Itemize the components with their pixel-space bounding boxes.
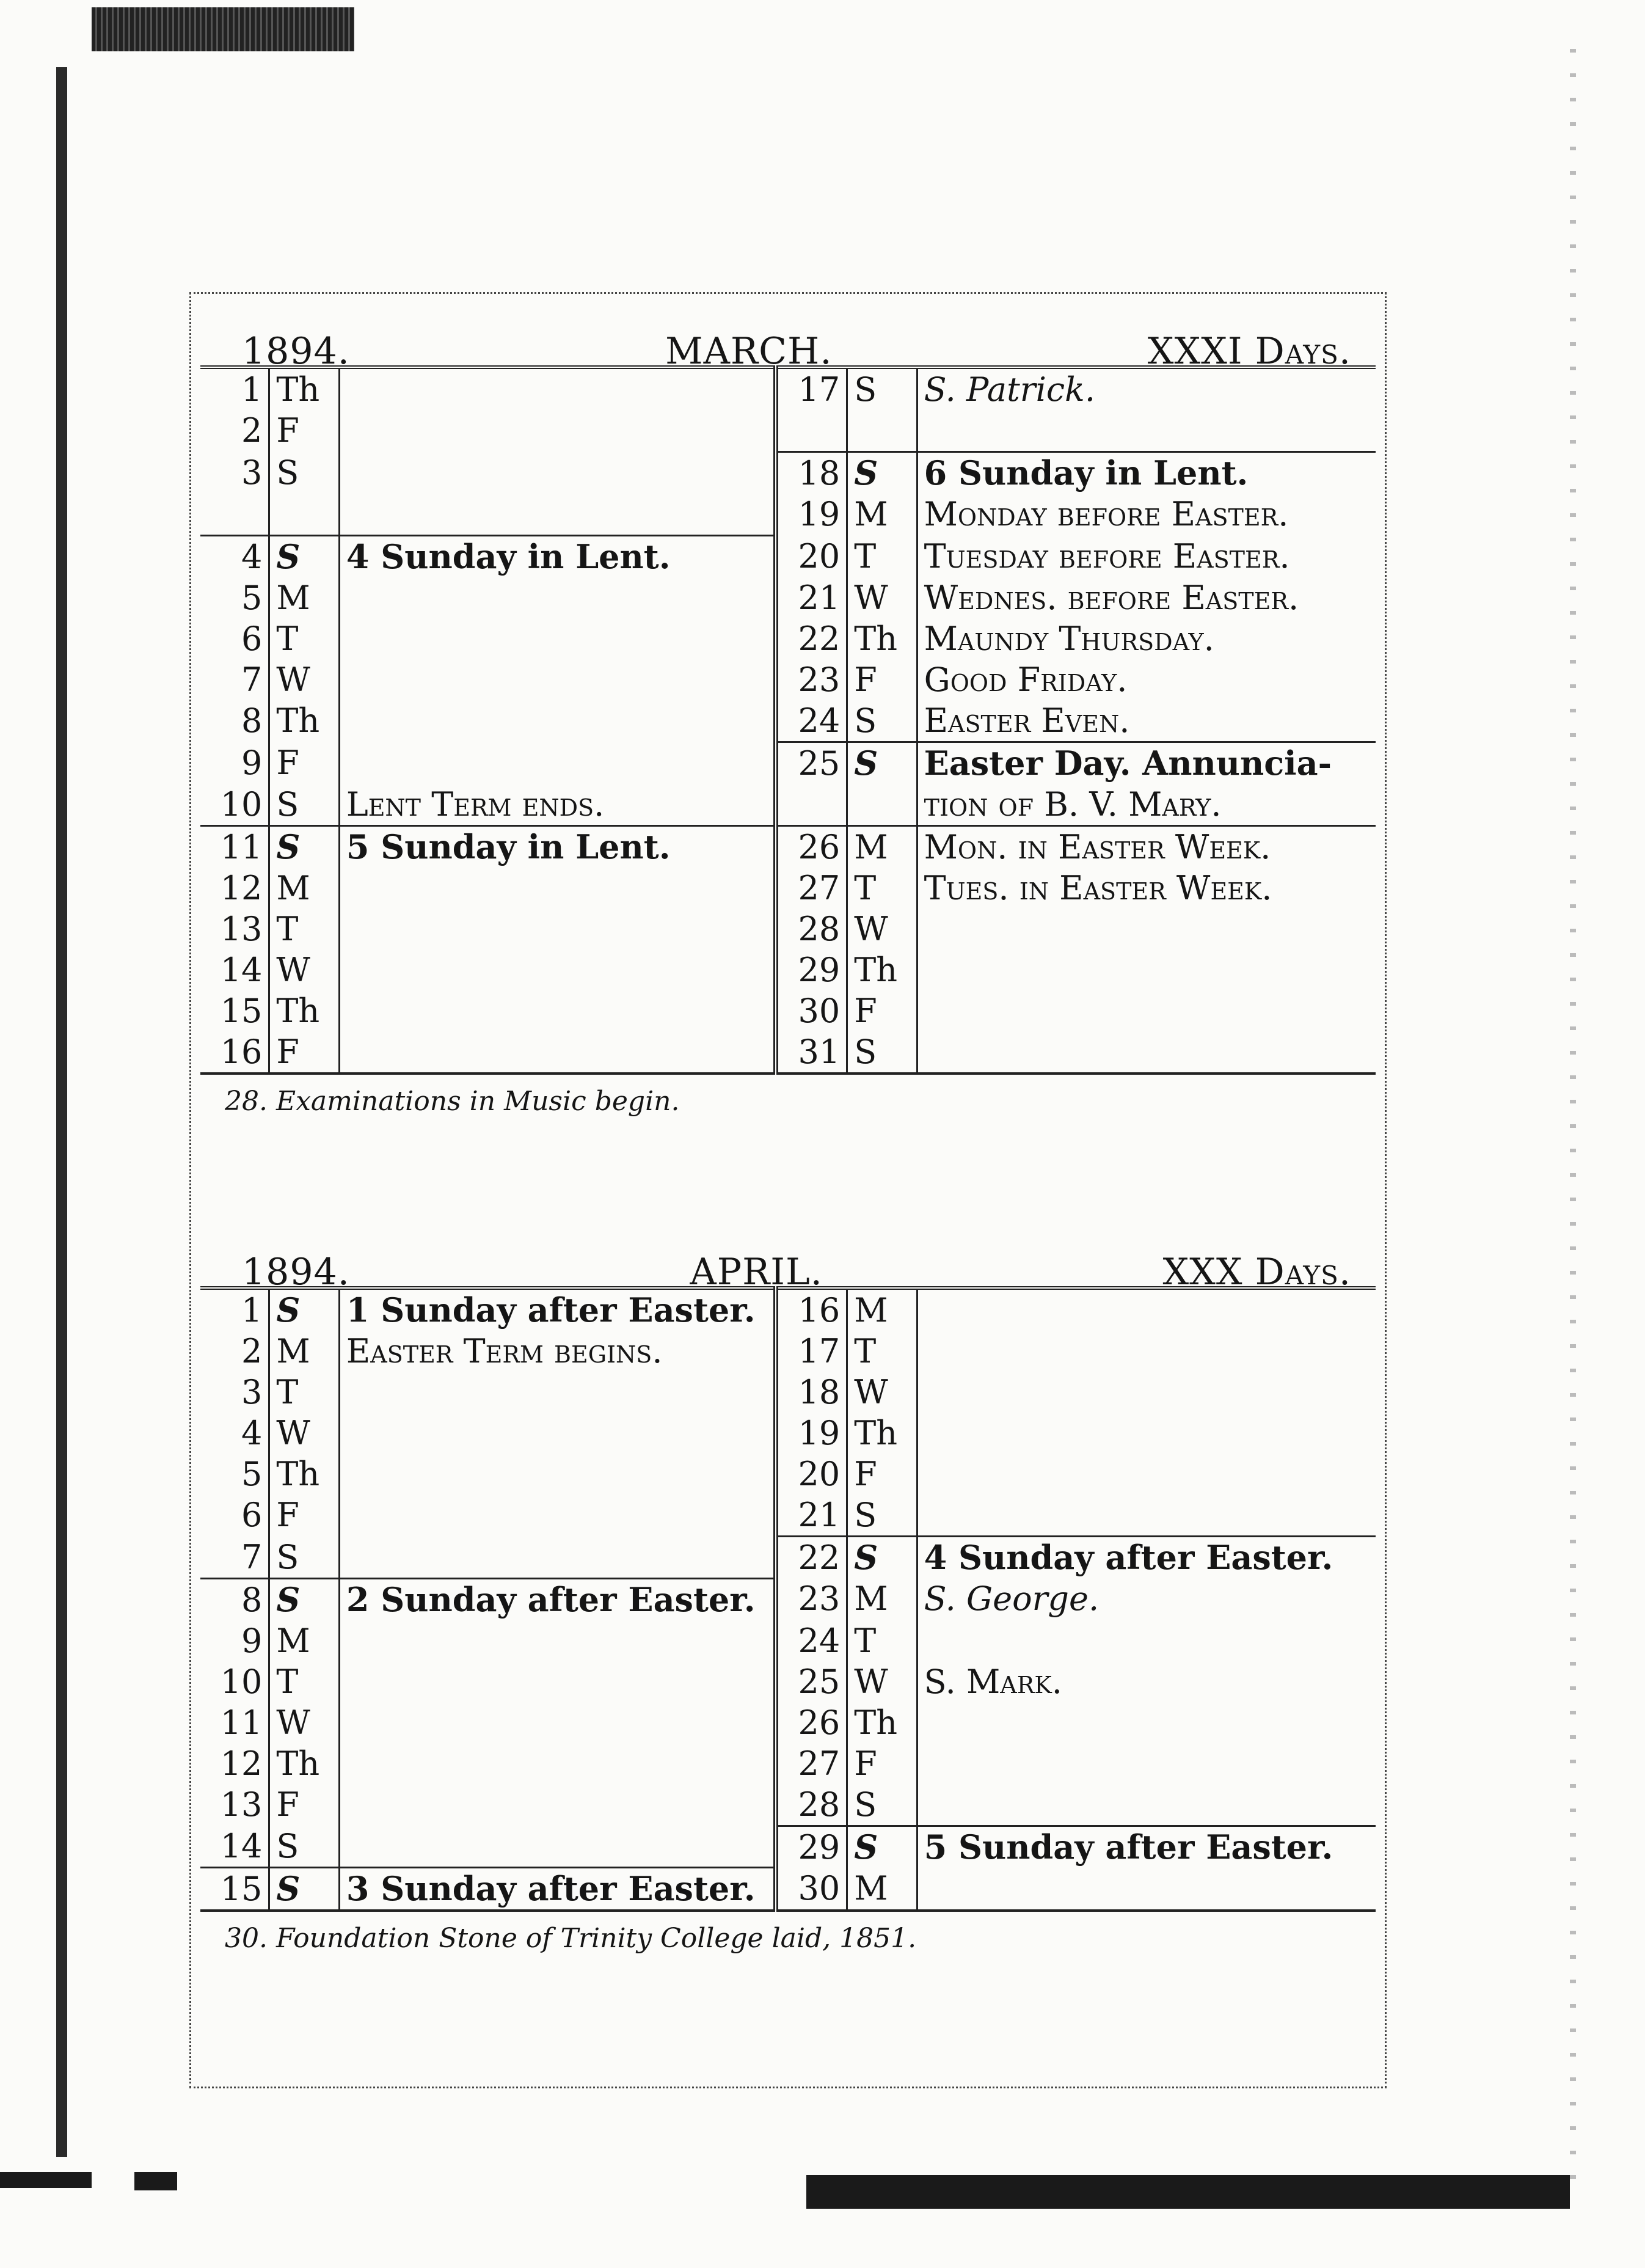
calendar-date: 21	[776, 1494, 847, 1537]
calendar-row	[200, 949, 1376, 990]
calendar-weekday	[847, 784, 917, 826]
calendar-date: 23	[776, 1578, 847, 1620]
calendar-date: 17	[776, 1331, 847, 1372]
calendar-date: 5	[200, 1454, 269, 1494]
calendar-date: 9	[200, 1620, 269, 1661]
calendar-row	[200, 577, 1376, 618]
calendar-header	[200, 292, 1376, 373]
calendar-date: 3	[200, 452, 269, 494]
calendar-row	[200, 868, 1376, 909]
calendar-weekday: S	[847, 452, 917, 494]
calendar-event	[339, 700, 775, 742]
scan-artifact-bottom-left	[0, 2172, 92, 2188]
calendar-date: 24	[776, 1620, 847, 1661]
calendar-row	[200, 367, 1376, 410]
calendar-event	[917, 410, 1376, 452]
calendar-date: 28	[776, 909, 847, 949]
calendar-date: 7	[200, 1537, 269, 1579]
calendar-date: 4	[200, 536, 269, 578]
calendar-date: 15	[200, 990, 269, 1031]
calendar-date: 1	[200, 367, 269, 410]
calendar-event	[917, 1372, 1376, 1413]
calendar-date: 26	[776, 826, 847, 868]
calendar-date: 22	[776, 618, 847, 659]
calendar-date: 19	[776, 494, 847, 536]
calendar-date: 1	[200, 1288, 269, 1331]
calendar-row	[200, 909, 1376, 949]
calendar-date: 11	[200, 1702, 269, 1743]
calendar-weekday: Th	[269, 1454, 339, 1494]
calendar-date: 22	[776, 1537, 847, 1579]
calendar-event	[917, 1288, 1376, 1331]
calendar-weekday: T	[847, 1331, 917, 1372]
calendar-weekday: M	[269, 577, 339, 618]
calendar-date: 16	[776, 1288, 847, 1331]
calendar-footnote: 30. Foundation Stone of Trinity College laid, 1851.	[225, 1923, 917, 1954]
calendar-weekday: W	[847, 577, 917, 618]
calendar-date: 6	[200, 618, 269, 659]
calendar-date: 18	[776, 1372, 847, 1413]
calendar-event	[339, 1537, 775, 1579]
calendar-event: Easter Day. Annuncia-	[917, 742, 1376, 785]
calendar-weekday: W	[269, 949, 339, 990]
calendar-event: 1 Sunday after Easter.	[346, 1290, 756, 1330]
calendar-date: 15	[200, 1868, 269, 1911]
calendar-event	[917, 1743, 1376, 1784]
calendar-date: 16	[200, 1031, 269, 1074]
calendar-event: 6 Sunday in Lent.	[917, 452, 1376, 494]
calendar-event	[339, 1702, 775, 1743]
scan-artifact-right-edge	[1570, 49, 1576, 2187]
calendar-weekday: M	[269, 1620, 339, 1661]
calendar-date: 9	[200, 742, 269, 785]
calendar-row	[200, 1578, 1376, 1620]
calendar-event	[339, 1454, 775, 1494]
calendar-year: 1894.	[242, 330, 350, 373]
calendar-date: 2	[200, 410, 269, 452]
calendar-weekday	[269, 494, 339, 536]
calendar-weekday: S	[269, 1537, 339, 1579]
scan-artifact-bottom-stub	[134, 2172, 177, 2190]
calendar-date: 31	[776, 1031, 847, 1074]
calendar-weekday	[847, 410, 917, 452]
calendar-weekday: M	[847, 1868, 917, 1911]
calendar-weekday: T	[269, 909, 339, 949]
calendar-event: S. George.	[924, 1579, 1100, 1618]
calendar-event	[339, 742, 775, 785]
calendar-row	[200, 1454, 1376, 1494]
calendar-event	[917, 990, 1376, 1031]
scan-artifact-top	[92, 7, 354, 51]
calendar-row	[200, 1743, 1376, 1784]
calendar-event: 5 Sunday in Lent.	[339, 826, 775, 868]
calendar-row	[200, 1620, 1376, 1661]
calendar-weekday: Th	[269, 367, 339, 410]
calendar-date: 14	[200, 1826, 269, 1868]
calendar-date: 5	[200, 577, 269, 618]
scan-artifact-spine	[56, 67, 67, 2157]
calendar-row	[200, 410, 1376, 452]
calendar-weekday: F	[269, 1784, 339, 1826]
calendar-date: 21	[776, 577, 847, 618]
calendar-weekday: S	[269, 1868, 339, 1911]
calendar-event	[917, 1784, 1376, 1826]
calendar-date: 28	[776, 1784, 847, 1826]
calendar-row	[200, 1372, 1376, 1413]
calendar-date: 2	[200, 1331, 269, 1372]
calendar-event	[917, 1031, 1376, 1074]
calendar-days-count: XXX Days.	[1162, 1251, 1351, 1293]
calendar-event: Easter Even.	[924, 701, 1130, 740]
calendar-date	[776, 784, 847, 826]
calendar-event: 2 Sunday after Easter.	[339, 1578, 775, 1620]
calendar-weekday: T	[847, 868, 917, 909]
calendar-weekday: Th	[269, 1743, 339, 1784]
calendar-weekday: S	[269, 536, 339, 578]
calendar-date: 8	[200, 700, 269, 742]
calendar-date: 18	[776, 452, 847, 494]
calendar-event	[339, 1620, 775, 1661]
calendar-weekday: M	[269, 868, 339, 909]
calendar-weekday: F	[269, 1031, 339, 1074]
calendar-weekday: S	[847, 700, 917, 742]
calendar-table	[200, 1286, 1376, 1912]
calendar-weekday: S	[847, 1494, 917, 1537]
calendar-row	[200, 1868, 1376, 1911]
calendar-event	[917, 909, 1376, 949]
calendar-weekday: S	[847, 1826, 917, 1868]
calendar-date: 13	[200, 909, 269, 949]
calendar-weekday: Th	[847, 618, 917, 659]
calendar-event: S. Mark.	[924, 1662, 1062, 1701]
calendar-date: 30	[776, 1868, 847, 1911]
calendar-row	[200, 1702, 1376, 1743]
calendar-event: Wednes. before Easter.	[924, 579, 1299, 617]
calendar-weekday: S	[847, 742, 917, 785]
calendar-weekday: S	[269, 826, 339, 868]
calendar-date: 24	[776, 700, 847, 742]
calendar-date: 25	[776, 742, 847, 785]
calendar-row	[200, 659, 1376, 700]
calendar-weekday: Th	[847, 1413, 917, 1454]
calendar-event: Maundy Thursday.	[924, 620, 1214, 658]
calendar-weekday: F	[847, 990, 917, 1031]
calendar-weekday: T	[847, 536, 917, 578]
calendar-event	[339, 494, 775, 536]
calendar-row	[200, 494, 1376, 536]
calendar-row	[200, 1661, 1376, 1702]
calendar-event	[339, 949, 775, 990]
calendar-event	[917, 949, 1376, 990]
calendar-row	[200, 1031, 1376, 1074]
calendar-event: 5 Sunday after Easter.	[917, 1826, 1376, 1868]
calendar-event: Tuesday before Easter.	[924, 536, 1290, 576]
calendar-event	[339, 1784, 775, 1826]
calendar-date: 26	[776, 1702, 847, 1743]
calendar-weekday: F	[269, 742, 339, 785]
calendar-weekday: T	[269, 618, 339, 659]
calendar-days-count: XXXI Days.	[1147, 330, 1351, 373]
calendar-date: 19	[776, 1413, 847, 1454]
calendar-weekday: M	[847, 494, 917, 536]
calendar-date: 12	[200, 1743, 269, 1784]
calendar-event: tion of B. V. Mary.	[924, 785, 1222, 824]
calendar-weekday: S	[269, 452, 339, 494]
calendar-event	[339, 577, 775, 618]
calendar-event	[339, 868, 775, 909]
calendar-row	[200, 1826, 1376, 1868]
calendar-date: 12	[200, 868, 269, 909]
calendar-rows	[200, 1288, 1376, 1911]
calendar-row	[200, 536, 1376, 578]
calendar-row	[200, 742, 1376, 785]
calendar-weekday: W	[847, 1661, 917, 1702]
calendar-weekday: S	[269, 1826, 339, 1868]
calendar-row	[200, 1784, 1376, 1826]
calendar-date: 6	[200, 1494, 269, 1537]
calendar-row	[200, 826, 1376, 868]
calendar-row	[200, 1537, 1376, 1579]
calendar-weekday: S	[847, 1031, 917, 1074]
calendar-date: 20	[776, 1454, 847, 1494]
calendar-date: 11	[200, 826, 269, 868]
calendar-date: 10	[200, 1661, 269, 1702]
calendar-event	[917, 1494, 1376, 1537]
calendar-row	[200, 1494, 1376, 1537]
calendar-weekday: S	[847, 1537, 917, 1579]
calendar-event	[917, 1331, 1376, 1372]
calendar-date: 13	[200, 1784, 269, 1826]
calendar-date: 3	[200, 1372, 269, 1413]
calendar-event: 4 Sunday in Lent.	[339, 536, 775, 578]
calendar-march	[189, 292, 1387, 1122]
calendar-weekday: S	[847, 1784, 917, 1826]
calendar-event	[339, 659, 775, 700]
calendar-date: 17	[776, 367, 847, 410]
calendar-date: 7	[200, 659, 269, 700]
calendar-event	[339, 909, 775, 949]
calendar-date: 10	[200, 784, 269, 826]
calendar-row	[200, 700, 1376, 742]
calendar-event	[339, 618, 775, 659]
calendar-date: 25	[776, 1661, 847, 1702]
calendar-date: 14	[200, 949, 269, 990]
calendar-event: Tues. in Easter Week.	[924, 869, 1272, 907]
calendar-weekday: F	[847, 1454, 917, 1494]
calendar-april	[189, 1213, 1387, 1959]
calendar-event	[339, 1743, 775, 1784]
calendar-event	[339, 410, 775, 452]
calendar-header	[200, 1213, 1376, 1293]
calendar-month: MARCH.	[665, 330, 833, 373]
calendar-event	[339, 367, 775, 410]
calendar-date: 20	[776, 536, 847, 578]
calendar-event: 3 Sunday after Easter.	[339, 1868, 775, 1911]
calendar-weekday: S	[269, 1578, 339, 1620]
calendar-date	[776, 410, 847, 452]
calendar-weekday: W	[847, 909, 917, 949]
calendar-weekday: S	[269, 1288, 339, 1331]
calendar-weekday: Th	[269, 990, 339, 1031]
calendar-weekday: F	[847, 1743, 917, 1784]
calendar-footnote: 28. Examinations in Music begin.	[225, 1086, 680, 1117]
calendar-weekday: W	[269, 1702, 339, 1743]
calendar-date: 29	[776, 1826, 847, 1868]
calendar-year: 1894.	[242, 1251, 350, 1293]
calendar-event: Monday before Easter.	[924, 495, 1289, 533]
calendar-event	[917, 1702, 1376, 1743]
calendar-weekday: Th	[269, 700, 339, 742]
calendar-date	[200, 494, 269, 536]
calendar-weekday: M	[847, 1288, 917, 1331]
calendar-event	[339, 452, 775, 494]
calendar-event	[917, 1454, 1376, 1494]
calendar-weekday: Th	[847, 1702, 917, 1743]
calendar-weekday: T	[847, 1620, 917, 1661]
calendar-event	[339, 1031, 775, 1074]
calendar-weekday: W	[847, 1372, 917, 1413]
calendar-date: 30	[776, 990, 847, 1031]
calendar-event: Good Friday.	[924, 660, 1128, 699]
calendar-event	[339, 1661, 775, 1702]
calendar-weekday: M	[847, 1578, 917, 1620]
calendar-weekday: T	[269, 1661, 339, 1702]
calendar-event: Easter Term begins.	[346, 1332, 663, 1370]
calendar-rows	[200, 367, 1376, 1074]
calendar-row	[200, 452, 1376, 494]
calendar-weekday: M	[269, 1331, 339, 1372]
calendar-date: 29	[776, 949, 847, 990]
calendar-date: 8	[200, 1578, 269, 1620]
calendar-weekday: W	[269, 1413, 339, 1454]
calendar-event	[917, 1620, 1376, 1661]
calendar-row	[200, 990, 1376, 1031]
calendar-event	[339, 1826, 775, 1868]
calendar-event: S. Patrick.	[924, 370, 1096, 409]
calendar-row	[200, 1331, 1376, 1372]
calendar-event	[917, 1868, 1376, 1911]
calendar-row	[200, 1288, 1376, 1331]
calendar-date: 27	[776, 868, 847, 909]
calendar-weekday: S	[847, 367, 917, 410]
calendar-event: Mon. in Easter Week.	[917, 826, 1376, 868]
calendar-weekday: F	[269, 1494, 339, 1537]
calendar-row	[200, 618, 1376, 659]
calendar-table	[200, 365, 1376, 1075]
calendar-event	[339, 990, 775, 1031]
calendar-row	[200, 784, 1376, 826]
calendar-weekday: F	[847, 659, 917, 700]
calendar-weekday: S	[269, 784, 339, 826]
calendar-event: Lent Term ends.	[346, 785, 605, 824]
calendar-weekday: Th	[847, 949, 917, 990]
calendar-event	[339, 1413, 775, 1454]
calendar-date: 23	[776, 659, 847, 700]
calendar-date: 27	[776, 1743, 847, 1784]
calendar-month: APRIL.	[690, 1251, 823, 1293]
calendar-weekday: W	[269, 659, 339, 700]
calendar-row	[200, 1413, 1376, 1454]
calendar-event	[339, 1372, 775, 1413]
calendar-event	[339, 1494, 775, 1537]
calendar-date: 4	[200, 1413, 269, 1454]
calendar-event: 4 Sunday after Easter.	[917, 1537, 1376, 1579]
calendar-weekday: M	[847, 826, 917, 868]
calendar-weekday: T	[269, 1372, 339, 1413]
scan-artifact-bottom-right	[806, 2175, 1570, 2209]
calendar-event	[917, 1413, 1376, 1454]
calendar-weekday: F	[269, 410, 339, 452]
